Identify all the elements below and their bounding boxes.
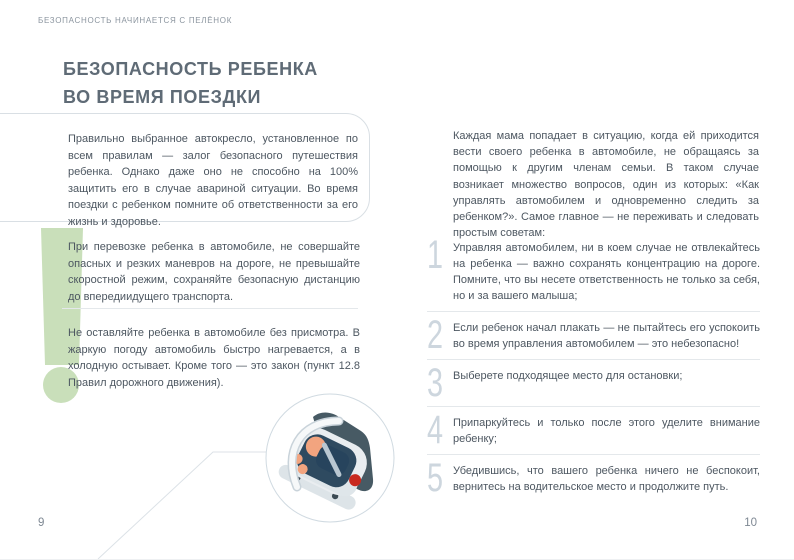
left-paragraph-1: При перевозке ребенка в автомобиле, не совершайте опасных и резких маневров на дороге, не превышайте скоростной режим, сохраняйте безопасную дистанцию до впередиидущего транспорта.	[68, 241, 360, 303]
diagonal-line-decoration	[0, 440, 300, 559]
list-item	[427, 456, 760, 502]
step-text: Выберете подходящее место для остановки;	[453, 370, 683, 382]
page-title	[63, 55, 318, 111]
step-number: 1	[427, 233, 444, 277]
step-number: 4	[427, 408, 444, 452]
step-text: Убедившись, что вашего ребенка ничего не беспокоит, вернитесь на водительское место и продолжите путь.	[453, 465, 760, 493]
step-number: 3	[427, 361, 444, 405]
page-title-line2: ВО ВРЕМЯ ПОЕЗДКИ	[63, 87, 262, 107]
page-number-right: 10	[744, 517, 757, 529]
infant-car-seat-illustration	[263, 391, 397, 525]
list-item	[427, 233, 760, 312]
list-item	[427, 361, 760, 407]
left-paragraph-2: Не оставляйте ребенка в автомобиле без присмотра. В жаркую погоду автомобиль быстро нагревается, а в холодную остывает. Кроме того — это закон (пункт 12.8 Правил дорожного движения).	[68, 327, 360, 389]
step-number: 2	[427, 313, 444, 357]
left-intro-paragraph: Правильно выбранное автокресло, установленное по всем правилам — залог безопасного путешествия ребенка. Однако даже оно не способно на 100% защитить его в случае авариной ситуации. Во время поездки с ребенком помните об ответственности за его жизнь и здоровье.	[68, 133, 358, 228]
step-text: Если ребенок начал плакать — не пытайтесь его успокоить во время управления автомобилем — это небезопасно!	[453, 322, 760, 350]
page-header-eyebrow: БЕЗОПАСНОСТЬ НАЧИНАЕТСЯ С ПЕЛЁНОК	[38, 16, 233, 25]
right-intro-paragraph: Каждая мама попадает в ситуацию, когда ей приходится вести своего ребенка в автомобиле, не обращаясь за помощью к другим членам семьи. В таком случае возникает множество вопросов, один из которых: «Как управлять автомобилем и одновременно следить за ребенком?». Самое главное — не переживать и следовать простым советам:	[453, 130, 759, 240]
list-item	[427, 313, 760, 360]
left-column-divider	[62, 308, 358, 309]
list-item	[427, 408, 760, 455]
advice-steps-list	[427, 233, 760, 509]
step-number: 5	[427, 456, 444, 500]
step-text: Управляя автомобилем, ни в коем случае не отвлекайтесь на ребенка — важно сохранять концентрацию на дороге. Помните, что вы несете ответственность не только за себя, но и за вашего малыша;	[453, 242, 760, 302]
page-number-left: 9	[38, 517, 45, 529]
page-title-line1: БЕЗОПАСНОСТЬ РЕБЕНКА	[63, 59, 318, 79]
step-text: Припаркуйтесь и только после этого уделите внимание ребенку;	[453, 417, 760, 445]
